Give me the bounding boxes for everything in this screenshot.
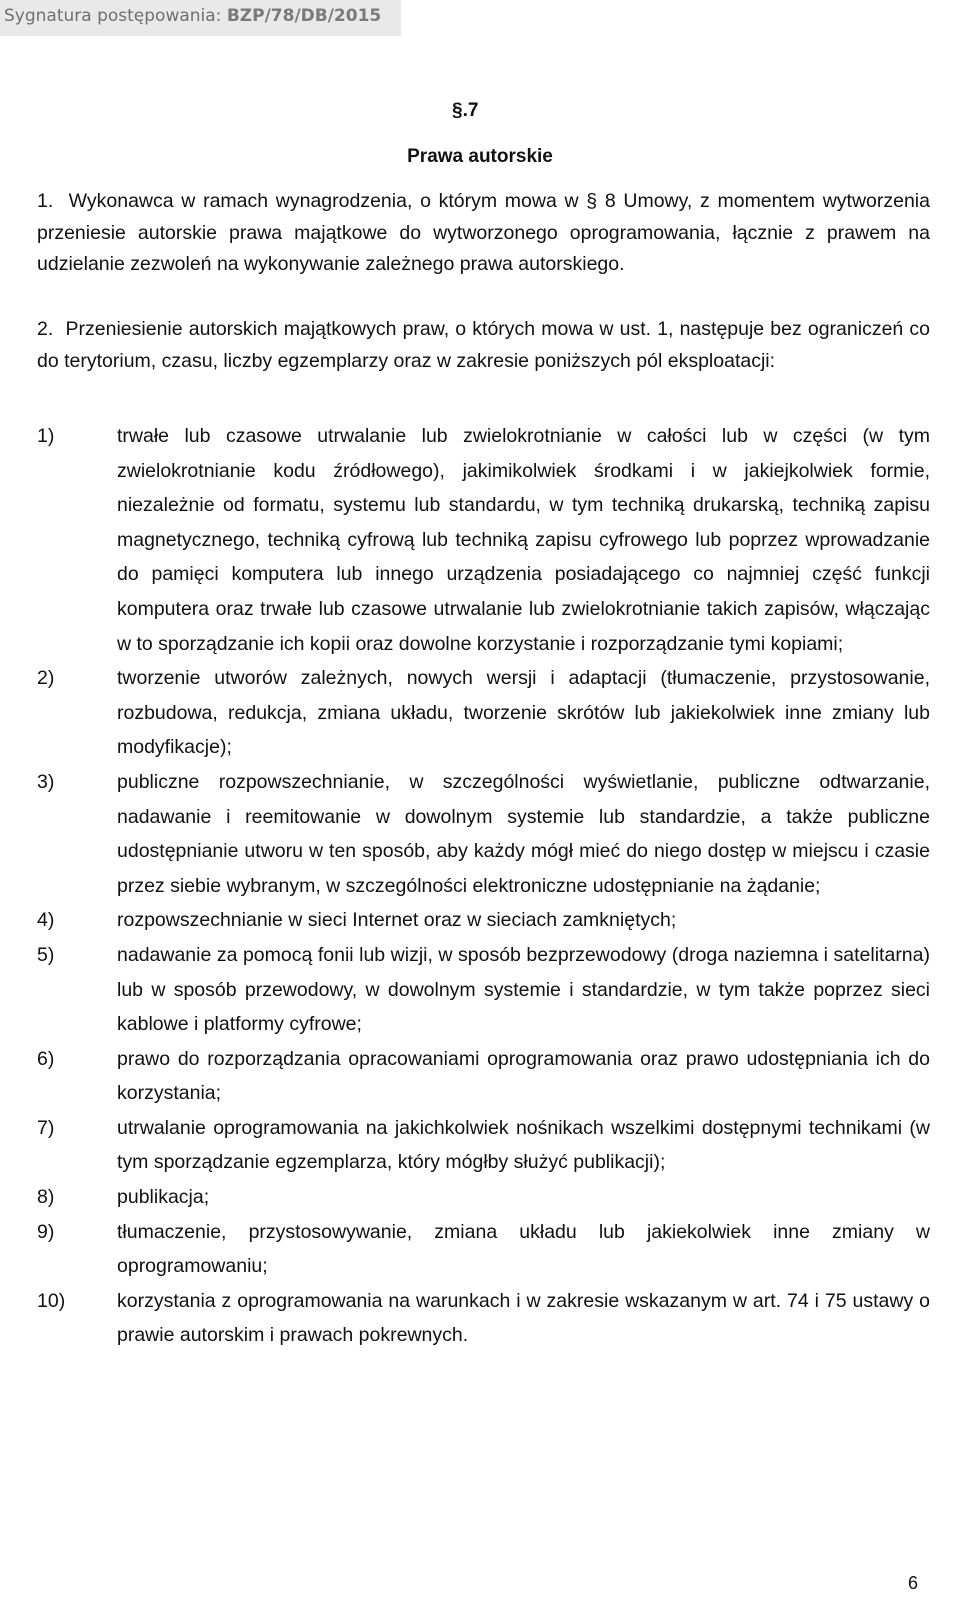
list-item	[37, 765, 930, 903]
list-item-number: 8)	[37, 1186, 55, 1209]
list-item-text: korzystania z oprogramowania na warunkach i w zakresie wskazanym w art. 74 i 75 ustawy o prawie autorskim i prawach pokrewnych.	[117, 1289, 930, 1347]
list-item-number: 1)	[37, 425, 55, 447]
list-item	[37, 1215, 930, 1284]
list-item-text: prawo do rozporządzania opracowaniami oprogramowania oraz prawo udostępniania ich do korzystania;	[117, 1047, 930, 1105]
paragraph-text: Przeniesienie autorskich majątkowych praw, o których mowa w ust. 1, następuje bez ograniczeń co do terytorium, czasu, liczby egzemplarzy oraz w zakresie poniższych pól eksploatacji:	[37, 318, 930, 372]
list-item	[37, 938, 930, 1042]
list-item-text: nadawanie za pomocą fonii lub wizji, w sposób bezprzewodowy (droga naziemna i satelitarna) lub w sposób przewodowy, w dowolnym systemie i standardzie, w tym także poprzez sieci kablowe i platformy cyfrowe;	[117, 943, 930, 1036]
paragraph-number: 2.	[37, 318, 54, 340]
paragraph-1	[37, 186, 930, 281]
list-item	[37, 903, 930, 938]
list-item	[37, 661, 930, 765]
signature-code: BZP/78/DB/2015	[226, 6, 382, 26]
exploitation-fields-list	[37, 419, 930, 1353]
list-item-text: publiczne rozpowszechnianie, w szczególności wyświetlanie, publiczne odtwarzanie, nadawanie i reemitowanie w dowolnym systemie lub standardzie, a także publiczne udostępnianie utworu w ten sposób, aby każdy mógł mieć do niego dostęp w miejscu i czasie przez siebie wybranym, w szczególności elektroniczne udostępnianie na żądanie;	[117, 770, 930, 897]
list-item-number: 3)	[37, 770, 55, 793]
list-item-number: 9)	[37, 1220, 55, 1243]
paragraph-number: 1.	[37, 190, 54, 212]
list-item-text: utrwalanie oprogramowania na jakichkolwiek nośnikach wszelkimi dostępnymi technikami (w tym sporządzanie egzemplarza, który mógłby służyć publikacji);	[117, 1116, 930, 1174]
list-item	[37, 419, 930, 661]
paragraph-2	[37, 314, 930, 377]
section-number: §.7	[452, 100, 479, 121]
section-title: Prawa autorskie	[407, 146, 553, 167]
signature-bar	[0, 0, 401, 36]
signature-label: Sygnatura postępowania:	[4, 6, 227, 26]
list-item-number: 7)	[37, 1116, 55, 1139]
list-item-text: tłumaczenie, przystosowywanie, zmiana układu lub jakiekolwiek inne zmiany w oprogramowaniu;	[117, 1220, 930, 1278]
list-item-text: trwałe lub czasowe utrwalanie lub zwielokrotnianie w całości lub w części (w tym zwielokrotnianie kodu źródłowego), jakimikolwiek środkami i w jakiejkolwiek formie, niezależnie od formatu, systemu lub standardu, w tym techniką drukarską, techniką zapisu magnetycznego, techniką cyfrową lub techniką zapisu cyfrowego lub poprzez wprowadzanie do pamięci komputera lub innego urządzenia posiadającego co najmniej część funkcji komputera oraz trwałe lub czasowe utrwalanie lub zwielokrotnianie takich zapisów, włączając w to sporządzanie ich kopii oraz dowolne korzystanie i rozporządzanie tymi kopiami;	[117, 425, 930, 655]
list-item	[37, 1284, 930, 1353]
list-item-number: 6)	[37, 1047, 55, 1070]
list-item-text: rozpowszechnianie w sieci Internet oraz w sieciach zamkniętych;	[117, 909, 677, 932]
list-item-number: 4)	[37, 909, 55, 932]
list-item-number: 10)	[37, 1289, 66, 1312]
page-number: 6	[907, 1573, 918, 1593]
list-item-text: tworzenie utworów zależnych, nowych wersji i adaptacji (tłumaczenie, przystosowanie, rozbudowa, redukcja, zmiana układu, tworzenie skrótów lub jakiekolwiek inne zmiany lub modyfikacje);	[117, 667, 930, 759]
list-item-number: 5)	[37, 943, 55, 966]
list-item	[37, 1042, 930, 1111]
list-item	[37, 1111, 930, 1180]
list-item-text: publikacja;	[117, 1186, 210, 1209]
paragraph-text: Wykonawca w ramach wynagrodzenia, o którym mowa w § 8 Umowy, z momentem wytworzenia przeniesie autorskie prawa majątkowe do wytworzonego oprogramowania, łącznie z prawem na udzielanie zezwoleń na wykonywanie zależnego prawa autorskiego.	[37, 190, 930, 275]
list-item-number: 2)	[37, 667, 55, 690]
list-item	[37, 1180, 930, 1215]
